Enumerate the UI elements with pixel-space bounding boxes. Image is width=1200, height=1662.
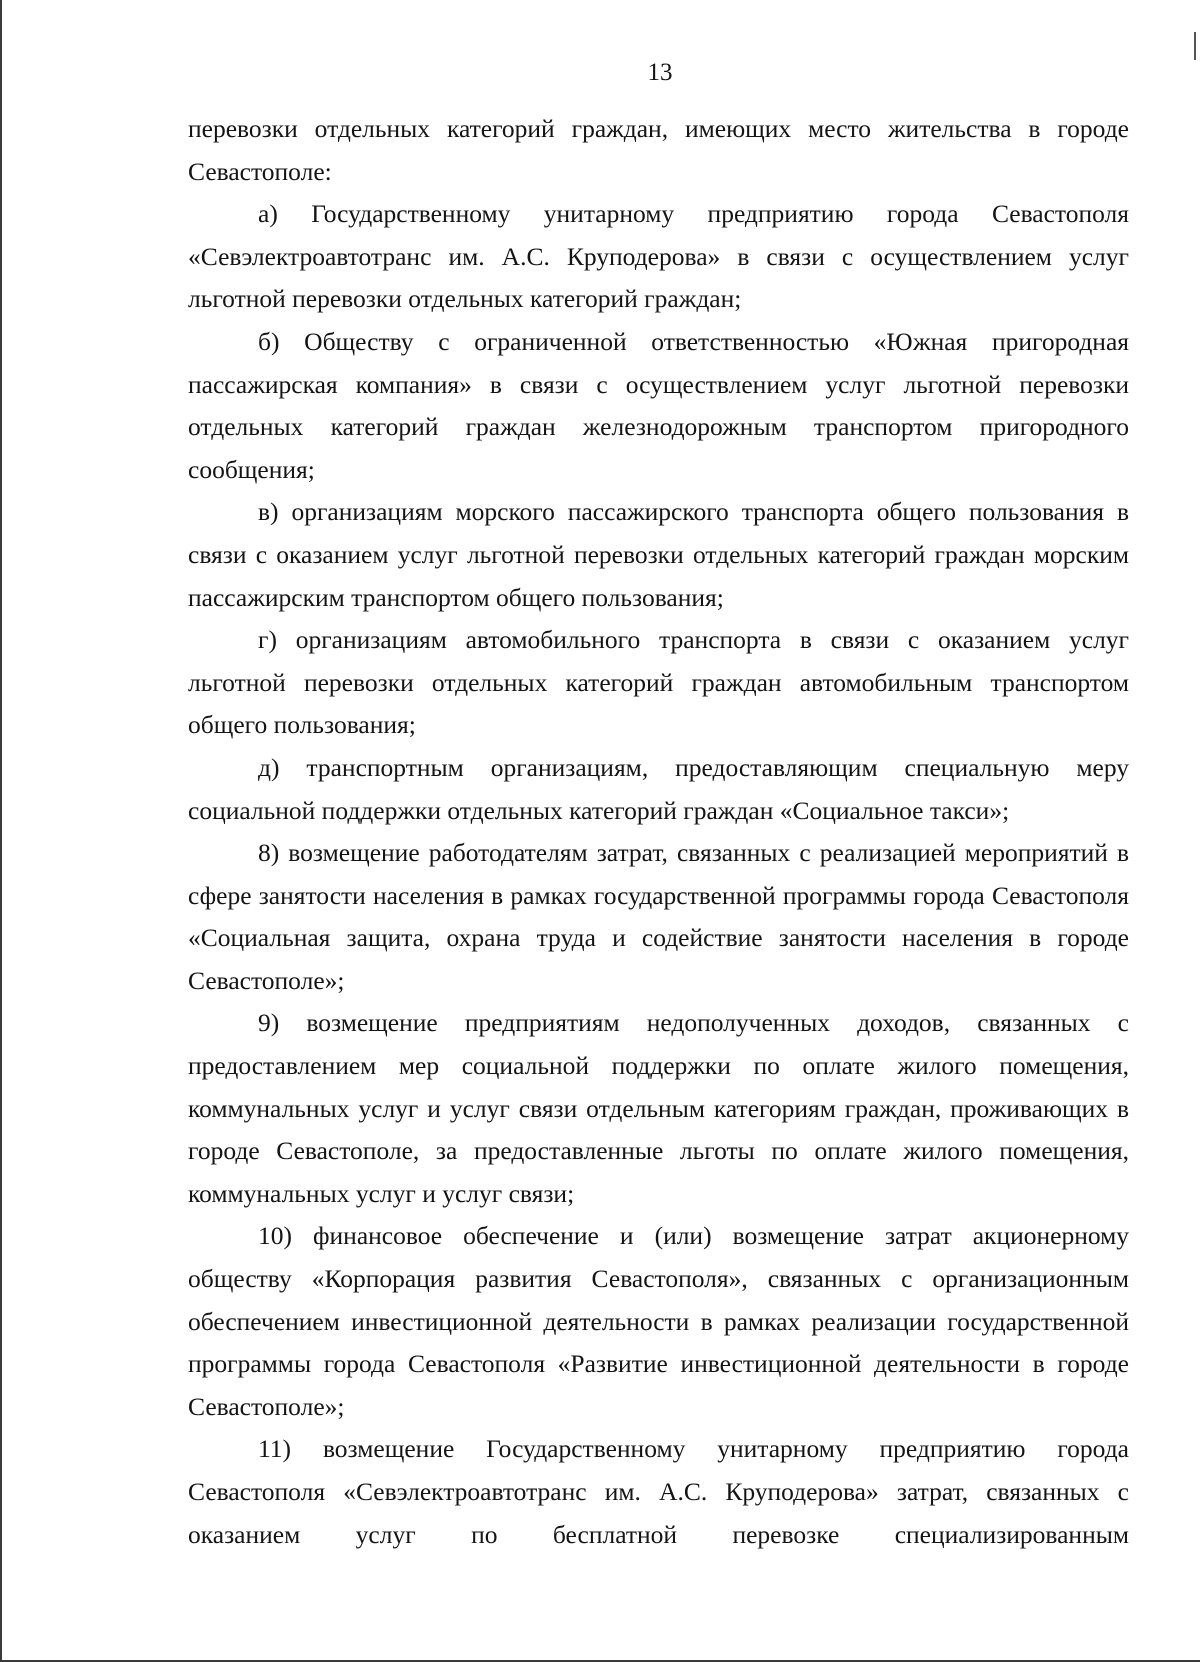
- scan-left-edge: [0, 0, 2, 1662]
- paragraph-continuation: перевозки отдельных категорий граждан, имеющих место жительства в городе Севастополе:: [188, 114, 1129, 186]
- paragraph-item-v: в) организациям морского пассажирского транспорта общего пользования в связи с оказанием услуг льготной перевозки отдельных категорий граждан морским пассажирским транспортом общего пользования;: [188, 497, 1129, 612]
- paragraph-item-10: 10) финансовое обеспечение и (или) возмещение затрат акционерному обществу «Корпорация развития Севастополя», связанных с организационным обеспечением инвестиционной деятельности в рамках реализации государственной программы города Севастополя «Развитие инвестиционной деятельности в городе Севастополе»;: [188, 1221, 1129, 1421]
- paragraph-item-b: б) Обществу с ограниченной ответственностью «Южная пригородная пассажирская компания» в связи с осуществлением услуг льготной перевозки отдельных категорий граждан железнодорожным транспортом пригородного сообщения;: [188, 326, 1129, 484]
- paragraph-item-9: 9) возмещение предприятиям недополученных доходов, связанных с предоставлением мер социальной поддержки по оплате жилого помещения, коммунальных услуг и услуг связи отдельным категориям граждан, проживающих в городе Севастополе, за предоставленные льготы по оплате жилого помещения, коммунальных услуг и услуг связи;: [188, 1008, 1129, 1208]
- paragraph-item-d: д) транспортным организациям, предоставляющим специальную меру социальной поддержки отдельных категорий граждан «Социальное такси»;: [188, 752, 1129, 825]
- scan-edge-mark: [1194, 32, 1196, 60]
- paragraph-item-g: г) организациям автомобильного транспорта в связи с оказанием услуг льготной перевозки отдельных категорий граждан автомобильным транспортом общего пользования;: [188, 625, 1129, 740]
- page-number: 13: [647, 59, 673, 86]
- paragraph-item-a: а) Государственному унитарному предприятию города Севастополя «Севэлектроавтотранс им. А.С. Круподерова» в связи с осуществлением услуг льготной перевозки отдельных категорий граждан;: [188, 199, 1129, 314]
- document-body: [188, 108, 1129, 1556]
- paragraph-item-8: 8) возмещение работодателям затрат, связанных с реализацией мероприятий в сфере занятости населения в рамках государственной программы города Севастополя «Социальная защита, охрана труда и содействие занятости населения в городе Севастополе»;: [188, 838, 1129, 995]
- paragraph-item-11: 11) возмещение Государственному унитарному предприятию города Севастополя «Севэлектроавтотранс им. А.С. Круподерова» затрат, связанных с оказанием услуг по бесплатной перевозке специализированным: [188, 1434, 1129, 1549]
